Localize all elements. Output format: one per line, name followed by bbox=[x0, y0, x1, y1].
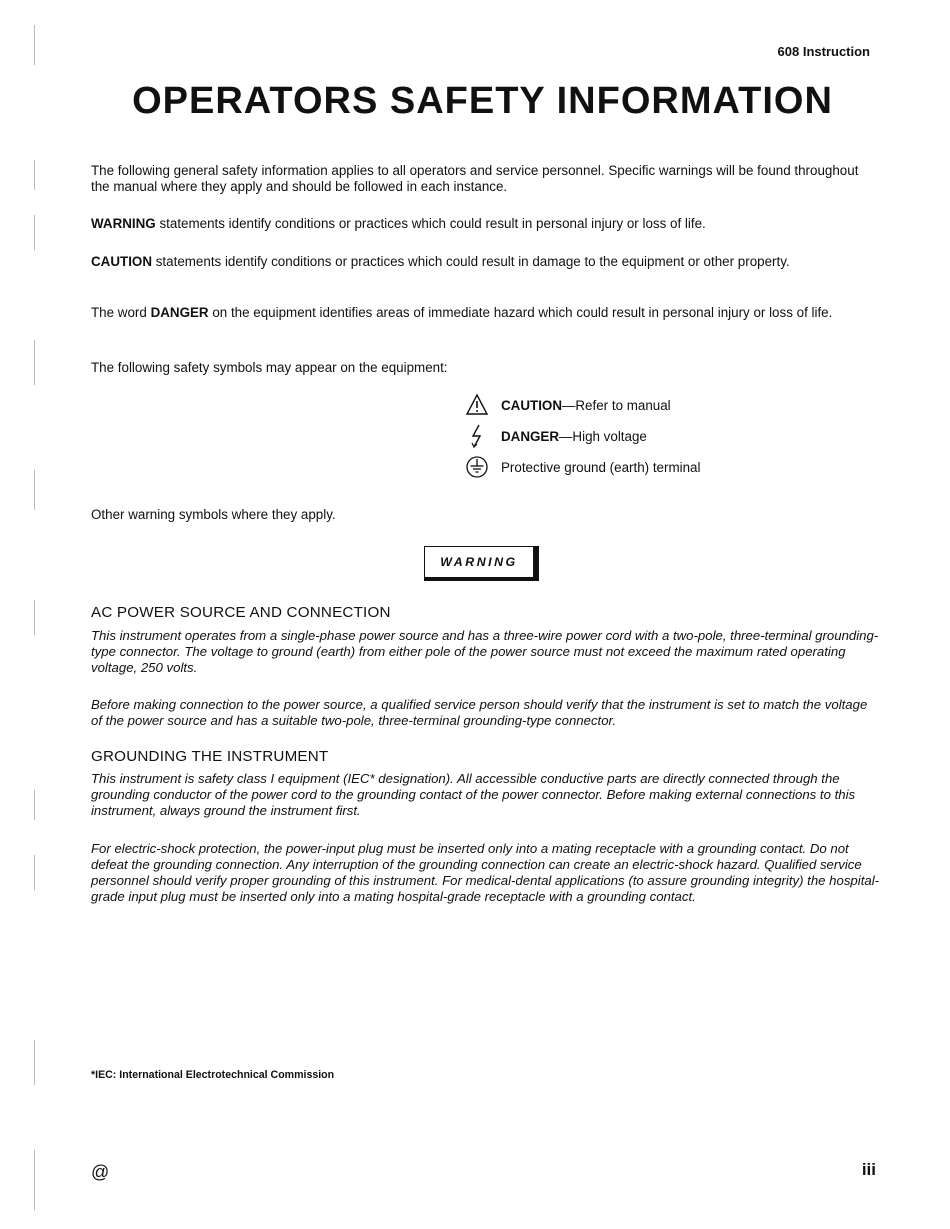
section-paragraph: Before making connection to the power source, a qualified service person should verify that the instrument is set to match the voltage of the power source and has a suitable two-pole, three-terminal grounding-type connector. bbox=[91, 697, 868, 728]
symbol-row-danger bbox=[465, 424, 647, 448]
caution-statement bbox=[91, 254, 866, 270]
scan-artifact bbox=[34, 600, 35, 635]
warning-box-label: WARNING bbox=[440, 555, 518, 569]
intro-paragraph: The following general safety information applies to all operators and service personnel. Specific warnings will be found throughout the manual where they apply and should be followed in each instance. bbox=[91, 163, 859, 194]
symbol-text: —Refer to manual bbox=[562, 397, 671, 413]
lightning-bolt-icon bbox=[465, 424, 489, 448]
scan-artifact bbox=[34, 1040, 35, 1085]
symbol-term: DANGER bbox=[501, 428, 560, 444]
warning-text: statements identify conditions or practices which could result in personal injury or loss of life. bbox=[159, 216, 706, 231]
scan-artifact bbox=[34, 1150, 35, 1210]
section-paragraph: For electric-shock protection, the power-input plug must be inserted only into a mating receptacle with a grounding contact. Do not defeat the grounding connection. Any interruption of the grounding connection can create an electric-shock hazard. Qualified service personnel should verify proper grounding of this instrument. For medical-dental applications (to assure grounding integrity) the hospital-grade input plug must be inserted only into a mating hospital-grade receptacle with a grounding contact. bbox=[91, 841, 880, 904]
danger-term: DANGER bbox=[150, 305, 209, 320]
scan-artifact bbox=[34, 470, 35, 510]
symbol-text: —High voltage bbox=[559, 428, 647, 444]
page-number: iii bbox=[861, 1160, 876, 1179]
scan-artifact bbox=[34, 25, 35, 65]
other-symbols-text: Other warning symbols where they apply. bbox=[91, 507, 336, 522]
symbol-text: Protective ground (earth) terminal bbox=[501, 459, 701, 475]
warning-statement bbox=[91, 216, 866, 232]
section-paragraph: This instrument is safety class I equipment (IEC* designation). All accessible conductive parts are directly connected through the grounding conductor of the power cord to the grounding contact of the power connector. Before making external connections to this instrument, always ground the instrument first. bbox=[91, 771, 856, 818]
scan-artifact bbox=[34, 340, 35, 385]
symbol-row-caution bbox=[465, 393, 671, 417]
symbol-row-ground bbox=[465, 455, 700, 479]
footnote: *IEC: International Electrotechnical Commission bbox=[91, 1069, 335, 1081]
manual-header: 608 Instruction bbox=[777, 44, 870, 59]
caution-text: statements identify conditions or practices which could result in damage to the equipment or other property. bbox=[155, 254, 790, 269]
caution-triangle-icon bbox=[465, 393, 489, 417]
scan-artifact bbox=[34, 855, 35, 890]
danger-text: on the equipment identifies areas of immediate hazard which could result in personal injury or loss of life. bbox=[212, 305, 833, 320]
danger-statement bbox=[91, 305, 866, 321]
symbols-intro: The following safety symbols may appear on the equipment: bbox=[91, 360, 448, 375]
footer-logo: @ bbox=[91, 1162, 110, 1182]
section-heading-grounding: GROUNDING THE INSTRUMENT bbox=[91, 748, 329, 765]
section-paragraph: This instrument operates from a single-phase power source and has a three-wire power cord with a two-pole, three-terminal grounding-type connector. The voltage to ground (earth) from either pole of the power source must not exceed the maximum rated operating voltage, 250 volts. bbox=[91, 628, 879, 675]
caution-term: CAUTION bbox=[91, 254, 152, 269]
protective-ground-icon bbox=[465, 455, 489, 479]
page-title: OPERATORS SAFETY INFORMATION bbox=[132, 80, 833, 122]
symbol-term: CAUTION bbox=[501, 397, 562, 413]
warning-box bbox=[424, 546, 539, 581]
warning-term: WARNING bbox=[91, 216, 156, 231]
scan-artifact bbox=[34, 790, 35, 820]
scan-artifact bbox=[34, 215, 35, 250]
danger-prefix: The word bbox=[91, 305, 147, 320]
scan-artifact bbox=[34, 160, 35, 190]
section-heading-ac-power: AC POWER SOURCE AND CONNECTION bbox=[91, 604, 391, 621]
